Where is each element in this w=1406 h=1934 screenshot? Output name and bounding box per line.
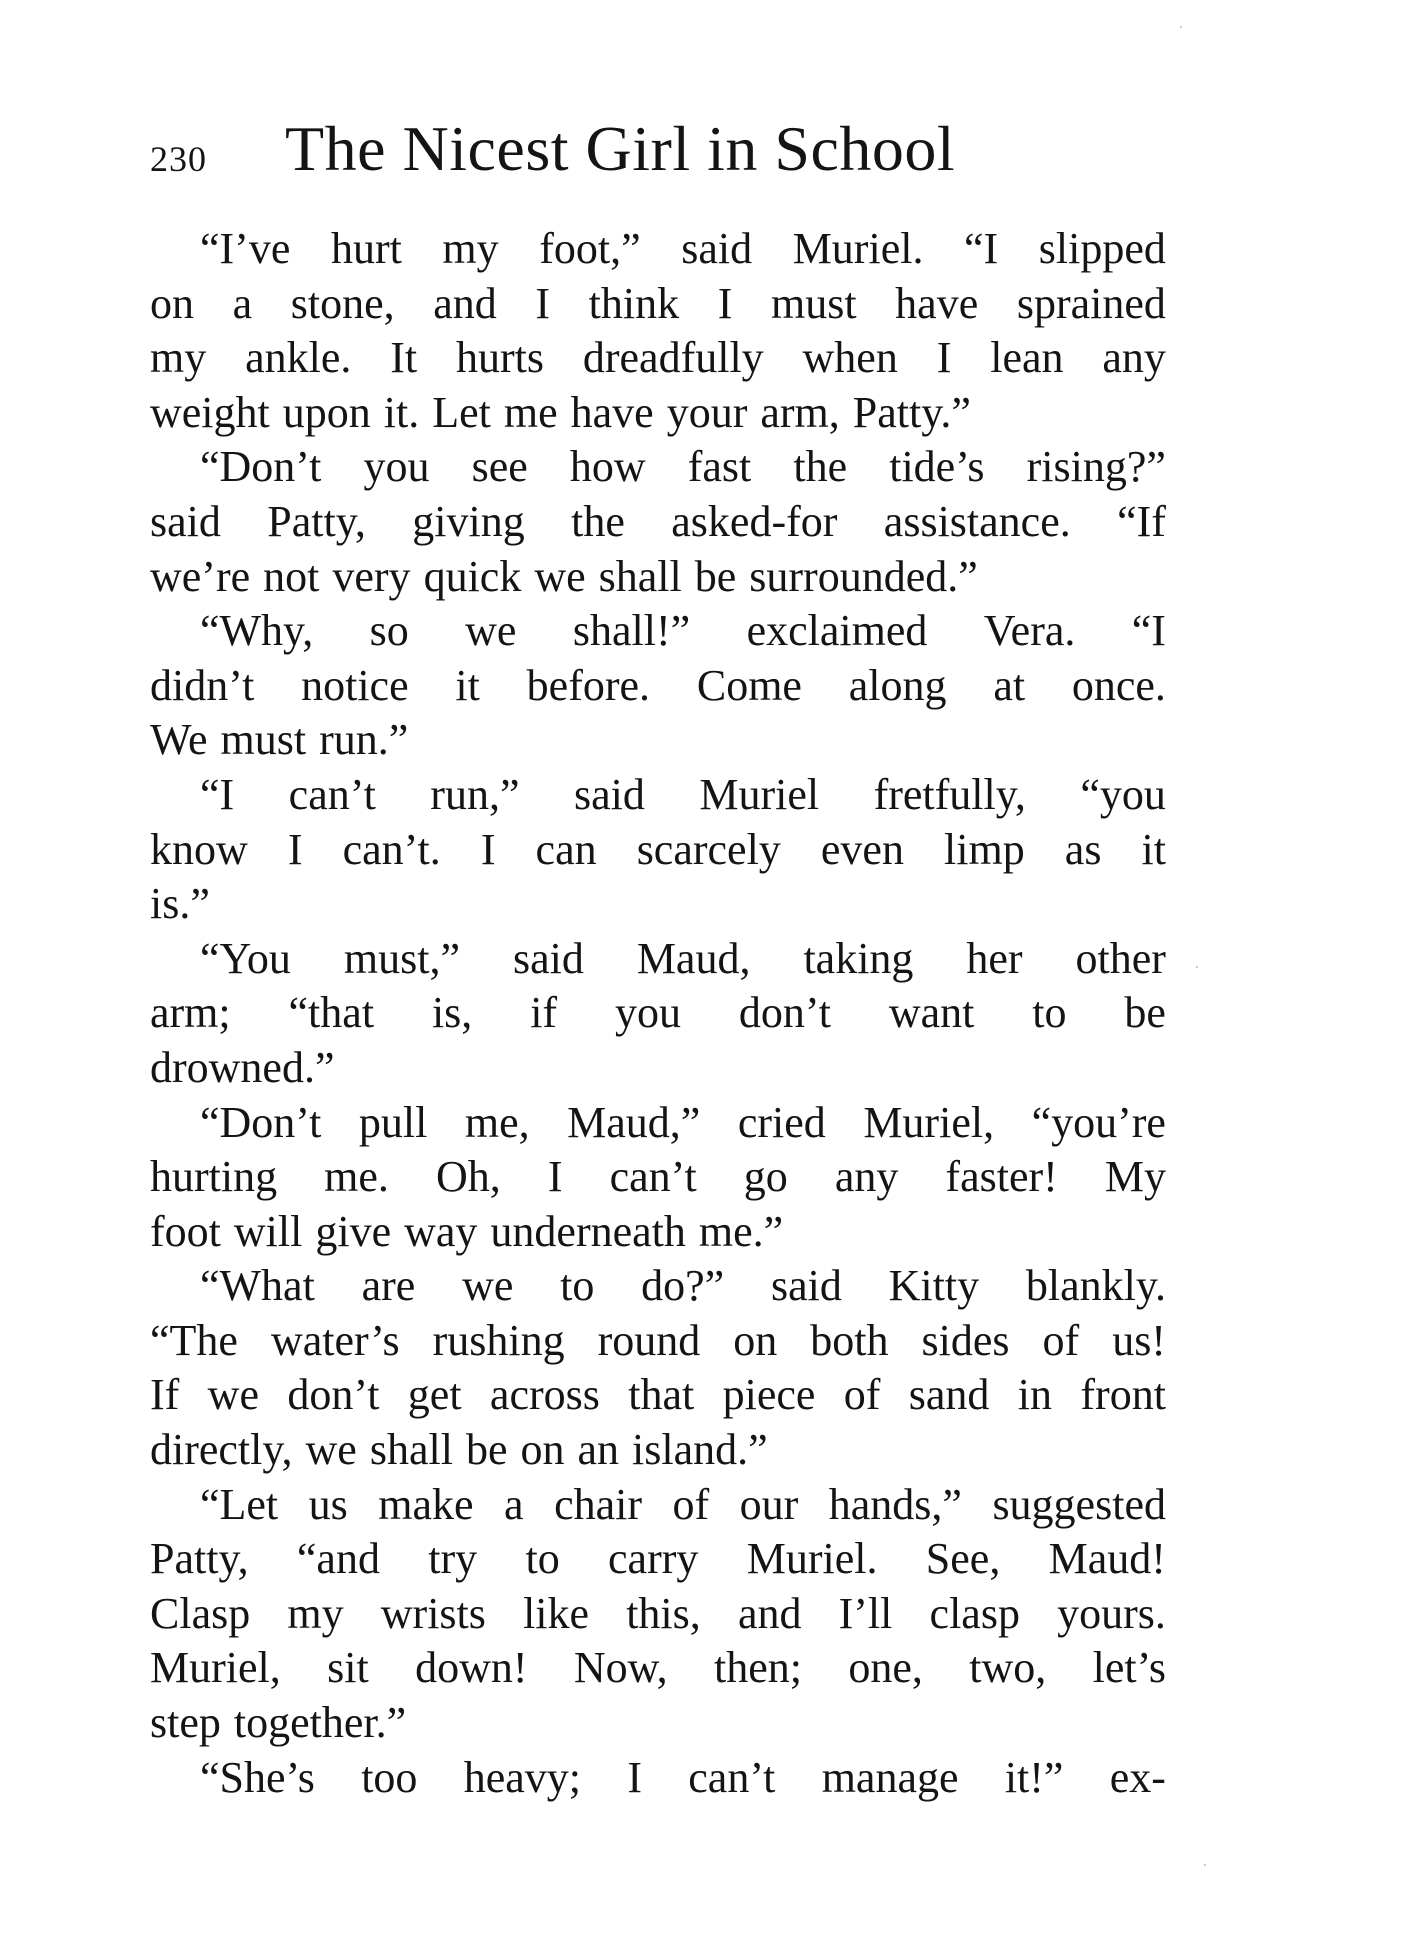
word: “You xyxy=(200,933,291,983)
text-line xyxy=(150,713,1166,768)
word: Maud, xyxy=(636,933,751,983)
word: blankly. xyxy=(1025,1261,1166,1311)
word: tide’s xyxy=(889,442,985,492)
word: sit xyxy=(327,1643,369,1693)
word: a xyxy=(232,278,253,328)
text-line xyxy=(150,1696,1166,1751)
word: step xyxy=(150,1698,221,1748)
word: front xyxy=(1080,1370,1166,1420)
word: any xyxy=(1102,333,1166,383)
word: directly, xyxy=(150,1425,293,1475)
print-speck xyxy=(1180,26,1182,28)
word: foot xyxy=(150,1206,221,1256)
word: manage xyxy=(821,1752,959,1802)
word: Let xyxy=(432,387,491,437)
text-line xyxy=(150,440,1166,495)
word: together.” xyxy=(233,1698,407,1748)
word: sand xyxy=(908,1370,990,1420)
word: want xyxy=(888,988,975,1038)
text-line xyxy=(150,604,1166,659)
word: and xyxy=(737,1588,802,1638)
word: water’s xyxy=(270,1315,400,1365)
word: limp xyxy=(944,824,1025,874)
word: be xyxy=(465,1425,508,1475)
word: can’t xyxy=(688,1752,776,1802)
word: your xyxy=(666,387,748,437)
word: to xyxy=(1032,988,1067,1038)
word: I xyxy=(717,278,733,328)
word: “I xyxy=(1131,606,1166,656)
word: my xyxy=(287,1588,344,1638)
text-line xyxy=(150,222,1166,277)
word: assistance. xyxy=(883,496,1071,546)
word: me.” xyxy=(698,1206,784,1256)
word: be xyxy=(1124,988,1166,1038)
word: Maud! xyxy=(1048,1534,1166,1584)
word: on xyxy=(150,278,194,328)
word: “that xyxy=(288,988,375,1038)
word: We xyxy=(150,715,208,765)
word: said xyxy=(150,496,221,546)
text-line xyxy=(150,386,1166,441)
word: two, xyxy=(969,1643,1047,1693)
word: “you xyxy=(1080,769,1166,819)
word: exclaimed xyxy=(746,606,928,656)
word: surrounded.” xyxy=(749,551,978,601)
text-line xyxy=(150,1150,1166,1205)
word: said xyxy=(512,933,584,983)
word: down! xyxy=(415,1643,528,1693)
page-number: 230 xyxy=(150,139,207,179)
word: lean xyxy=(990,333,1064,383)
word: asked-for xyxy=(671,496,838,546)
word: it!” xyxy=(1004,1752,1064,1802)
word: “I xyxy=(200,769,235,819)
word: “Let xyxy=(200,1479,279,1529)
text-line xyxy=(150,550,1166,605)
word: cried xyxy=(737,1097,826,1147)
word: on xyxy=(520,1425,565,1475)
word: one, xyxy=(848,1643,923,1693)
text-line xyxy=(150,1314,1166,1369)
word: of xyxy=(843,1370,881,1420)
word: in xyxy=(1017,1370,1053,1420)
word: we’re xyxy=(150,551,251,601)
word: stone, xyxy=(290,278,395,328)
word: fast xyxy=(687,442,752,492)
word: giving xyxy=(412,496,525,546)
word: the xyxy=(571,496,625,546)
word: it xyxy=(1141,824,1166,874)
word: can xyxy=(535,824,597,874)
word: see xyxy=(471,442,528,492)
word: “What xyxy=(200,1261,315,1311)
word: I xyxy=(535,278,551,328)
word: will xyxy=(233,1206,303,1256)
word: it xyxy=(455,660,480,710)
word: upon xyxy=(282,387,371,437)
word: give xyxy=(315,1206,392,1256)
word: hurt xyxy=(330,224,402,273)
word: taking xyxy=(803,933,914,983)
word: rising?” xyxy=(1026,442,1166,492)
word: Maud,” xyxy=(567,1097,701,1147)
word: so xyxy=(369,606,409,656)
text-line xyxy=(150,1368,1166,1423)
word: If xyxy=(150,1370,180,1420)
word: have xyxy=(895,278,979,328)
word: Muriel xyxy=(699,769,820,819)
word: along xyxy=(848,660,947,710)
word: shall xyxy=(369,1425,453,1475)
word: ex- xyxy=(1109,1752,1166,1802)
word: shall!” xyxy=(572,606,691,656)
word: Muriel. xyxy=(792,224,924,273)
word: “If xyxy=(1117,496,1166,546)
word: I’ll xyxy=(838,1588,893,1638)
word: even xyxy=(820,824,904,874)
word: “Don’t xyxy=(200,442,322,492)
word: think xyxy=(588,278,680,328)
word: me. xyxy=(324,1152,389,1202)
word: Clasp xyxy=(150,1588,251,1638)
word: it. xyxy=(383,387,420,437)
word: run,” xyxy=(430,769,520,819)
text-line xyxy=(150,1478,1166,1533)
word: us! xyxy=(1112,1315,1166,1365)
word: “I’ve xyxy=(200,224,291,273)
word: It xyxy=(390,333,418,383)
word: hurting xyxy=(150,1152,278,1202)
word: said xyxy=(770,1261,842,1311)
word: Vera. xyxy=(983,606,1076,656)
word: weight xyxy=(150,387,270,437)
word: go xyxy=(743,1152,788,1202)
word: our xyxy=(739,1479,799,1529)
word: us xyxy=(308,1479,348,1529)
word: sprained xyxy=(1016,278,1166,328)
text-line xyxy=(150,1205,1166,1260)
word: notice xyxy=(301,660,409,710)
word: I xyxy=(480,824,496,874)
word: foot,” xyxy=(539,224,641,273)
word: how xyxy=(569,442,646,492)
body-text xyxy=(150,222,1166,1805)
word: we xyxy=(534,551,586,601)
word: Come xyxy=(696,660,802,710)
word: Now, xyxy=(573,1643,668,1693)
word: Muriel, xyxy=(150,1643,281,1693)
page-header xyxy=(150,112,1050,192)
word: suggested xyxy=(992,1479,1166,1529)
word: didn’t xyxy=(150,660,255,710)
word: ankle. xyxy=(245,333,352,383)
word: Kitty xyxy=(888,1261,980,1311)
text-line xyxy=(150,1259,1166,1314)
word: drowned.” xyxy=(150,1042,335,1092)
word: is.” xyxy=(150,879,210,929)
word: arm; xyxy=(150,988,231,1038)
word: know xyxy=(150,824,248,874)
word: Patty, xyxy=(267,496,366,546)
word: said xyxy=(573,769,645,819)
word: “The xyxy=(150,1315,238,1365)
word: hands,” xyxy=(828,1479,962,1529)
word: chair xyxy=(554,1479,642,1529)
word: shall xyxy=(598,551,682,601)
word: carry xyxy=(608,1534,699,1584)
word: and xyxy=(433,278,497,328)
word: on xyxy=(733,1315,778,1365)
text-line xyxy=(150,768,1166,823)
word: we xyxy=(465,606,517,656)
text-line xyxy=(150,495,1166,550)
word: we xyxy=(462,1261,514,1311)
word: that xyxy=(628,1370,695,1420)
word: Patty.” xyxy=(852,387,971,437)
word: my xyxy=(442,224,499,273)
word: like xyxy=(523,1588,590,1638)
word: underneath xyxy=(490,1206,686,1256)
word: piece xyxy=(722,1370,816,1420)
text-line xyxy=(150,877,1166,932)
text-line xyxy=(150,1041,1166,1096)
text-line xyxy=(150,1751,1166,1806)
word: round xyxy=(597,1315,701,1365)
text-line xyxy=(150,331,1166,386)
word: before. xyxy=(526,660,651,710)
word: way xyxy=(404,1206,478,1256)
word: me, xyxy=(464,1097,530,1147)
word: don’t xyxy=(738,988,831,1038)
word: her xyxy=(966,933,1023,983)
word: as xyxy=(1064,824,1102,874)
word: this, xyxy=(626,1588,701,1638)
text-line xyxy=(150,1532,1166,1587)
word: slipped xyxy=(1038,224,1166,273)
word: not xyxy=(263,551,320,601)
word: said xyxy=(681,224,753,273)
word: island.” xyxy=(632,1425,768,1475)
word: me xyxy=(503,387,558,437)
word: rushing xyxy=(432,1315,565,1365)
word: the xyxy=(793,442,848,492)
word: Muriel, xyxy=(863,1097,995,1147)
word: must xyxy=(770,278,857,328)
word: “She’s xyxy=(200,1752,315,1802)
word: of xyxy=(672,1479,710,1529)
word: is, xyxy=(431,988,473,1038)
word: “Why, xyxy=(200,606,314,656)
word: faster! xyxy=(945,1152,1058,1202)
word: when xyxy=(802,333,898,383)
text-line xyxy=(150,1587,1166,1642)
word: hurts xyxy=(456,333,544,383)
word: once. xyxy=(1071,660,1166,710)
word: have xyxy=(570,387,654,437)
word: are xyxy=(361,1261,416,1311)
print-speck xyxy=(1196,966,1198,968)
word: Oh, xyxy=(436,1152,501,1202)
print-speck xyxy=(1204,1864,1206,1866)
word: make xyxy=(378,1479,474,1529)
word: See, xyxy=(925,1534,1001,1584)
word: other xyxy=(1075,933,1166,983)
word: to xyxy=(525,1534,560,1584)
word: we xyxy=(207,1370,259,1420)
word: sides xyxy=(921,1315,1010,1365)
word: can’t. xyxy=(342,824,441,874)
word: a xyxy=(504,1479,524,1529)
word: fretfully, xyxy=(873,769,1026,819)
word: can’t xyxy=(288,769,376,819)
text-line xyxy=(150,659,1166,714)
word: scarcely xyxy=(636,824,781,874)
word: then; xyxy=(713,1643,802,1693)
word: be xyxy=(694,551,737,601)
text-line xyxy=(150,1641,1166,1696)
text-line xyxy=(150,932,1166,987)
word: get xyxy=(407,1370,462,1420)
word: I xyxy=(627,1752,642,1802)
word: an xyxy=(577,1425,620,1475)
word: run.” xyxy=(319,715,409,765)
word: clasp xyxy=(929,1588,1020,1638)
word: you xyxy=(363,442,430,492)
word: “Don’t xyxy=(200,1097,322,1147)
running-title: The Nicest Girl in School xyxy=(285,113,956,184)
word: don’t xyxy=(287,1370,380,1420)
word: my xyxy=(150,333,207,383)
word: any xyxy=(834,1152,899,1202)
word: Patty, xyxy=(150,1534,249,1584)
word: do?” xyxy=(641,1261,725,1311)
word: yours. xyxy=(1057,1588,1166,1638)
text-line xyxy=(150,823,1166,878)
word: can’t xyxy=(609,1152,697,1202)
word: dreadfully xyxy=(582,333,764,383)
word: wrists xyxy=(380,1588,486,1638)
word: “and xyxy=(296,1534,380,1584)
word: to xyxy=(560,1261,595,1311)
word: must xyxy=(220,715,307,765)
word: must,” xyxy=(343,933,460,983)
word: very xyxy=(332,551,411,601)
word: you xyxy=(614,988,681,1038)
word: let’s xyxy=(1092,1643,1166,1693)
word: if xyxy=(530,988,558,1038)
text-line xyxy=(150,1423,1166,1478)
word: My xyxy=(1104,1152,1166,1202)
word: pull xyxy=(358,1097,428,1147)
word: both xyxy=(810,1315,889,1365)
text-line xyxy=(150,277,1166,332)
word: Muriel. xyxy=(746,1534,878,1584)
word: at xyxy=(993,660,1026,710)
word: arm, xyxy=(760,387,840,437)
text-line xyxy=(150,1096,1166,1151)
word: I xyxy=(287,824,303,874)
word: I xyxy=(547,1152,563,1202)
word: I xyxy=(936,333,952,383)
word: try xyxy=(428,1534,478,1584)
word: heavy; xyxy=(463,1752,582,1802)
text-line xyxy=(150,986,1166,1041)
word: we xyxy=(305,1425,357,1475)
word: “I xyxy=(964,224,999,273)
word: across xyxy=(489,1370,600,1420)
word: of xyxy=(1042,1315,1080,1365)
word: “you’re xyxy=(1031,1097,1166,1147)
word: too xyxy=(361,1752,418,1802)
word: quick xyxy=(423,551,522,601)
